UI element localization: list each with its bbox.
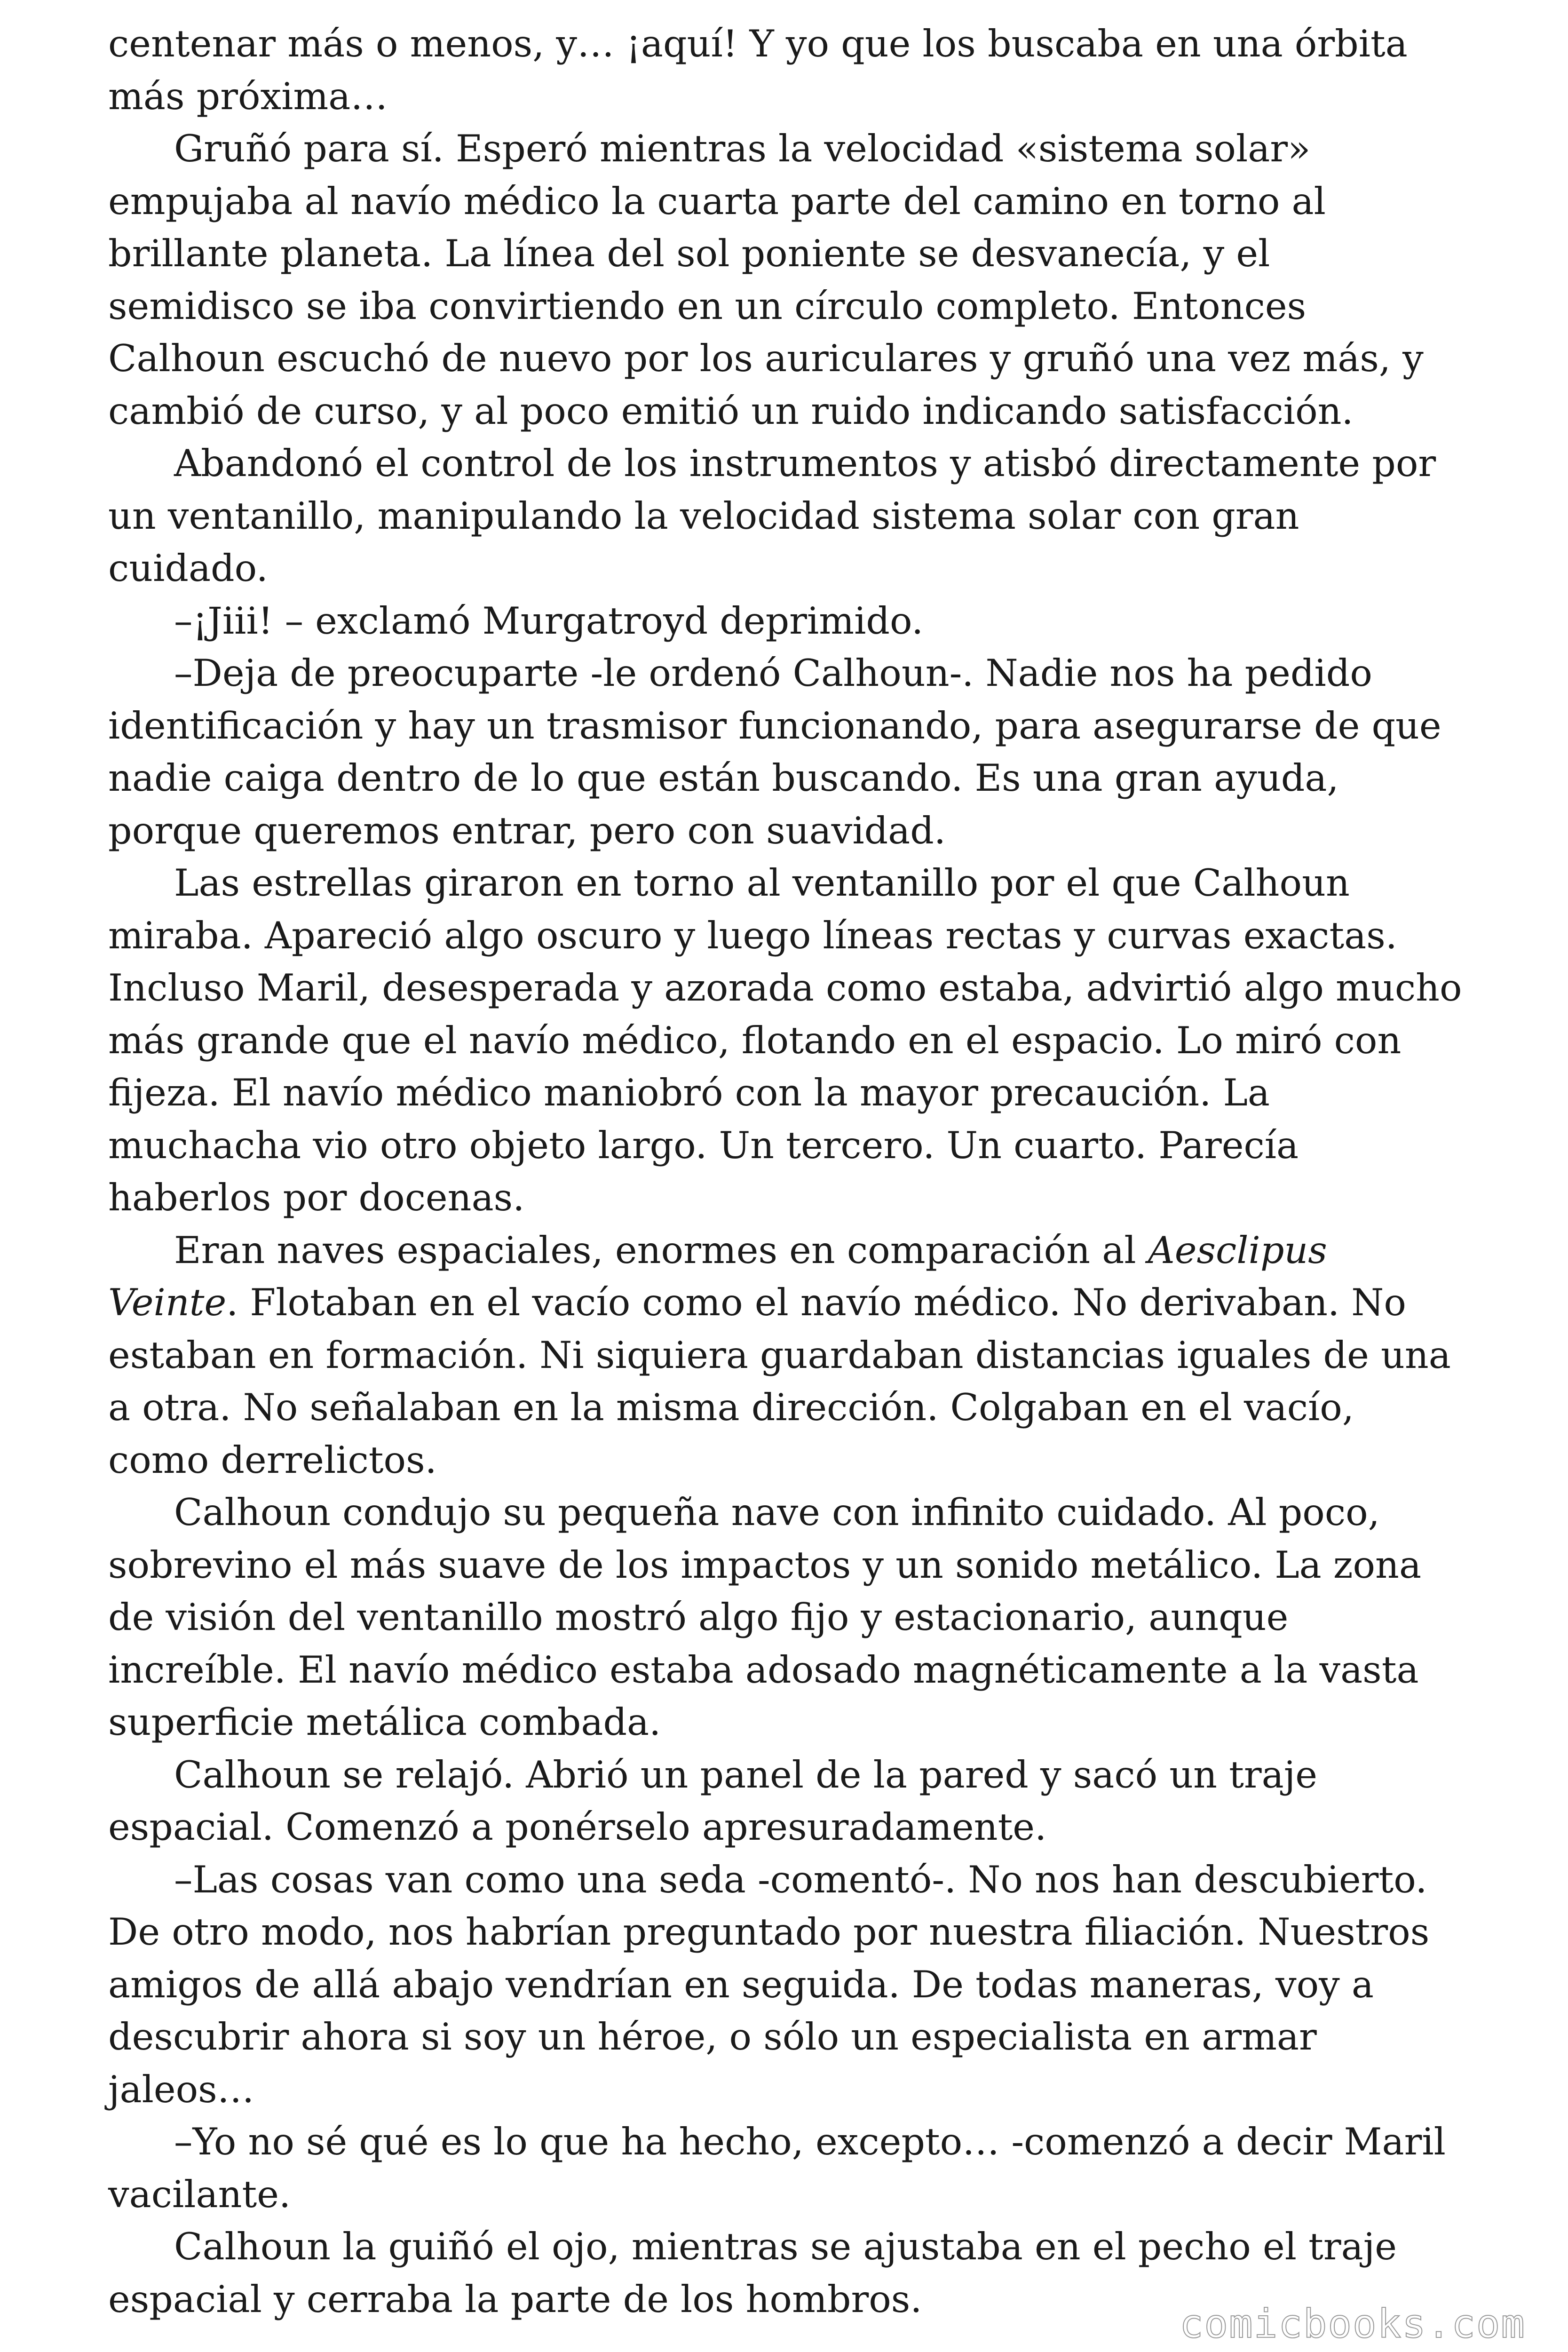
book-page-text (108, 18, 1463, 2326)
paragraph-text: –Yo no sé qué es lo que ha hecho, excepto… -comenzó a decir Maril vacilante. (108, 2120, 1446, 2216)
paragraph-text: –¡Jiii! – exclamó Murgatroyd deprimido. (174, 599, 924, 643)
paragraph-text: Calhoun condujo su pequeña nave con infinito cuidado. Al poco, sobrevino el más suave de los impactos y un sonido metálico. La zona de visión del ventanillo mostró algo fijo y estacionario, aunque increíble. El navío médico estaba adosado magnéticamente a la vasta superficie metálica combada. (108, 1491, 1422, 1744)
paragraph (108, 1749, 1463, 1854)
watermark-logo: comicbooks.com (1179, 2301, 1526, 2347)
paragraph-text: Las estrellas giraron en torno al ventanillo por el que Calhoun miraba. Apareció algo oscuro y luego líneas rectas y curvas exactas. Incluso Maril, desesperada y azorada como estaba, advirtió algo mucho más grande que el navío médico, flotando en el espacio. Lo miró con fijeza. El navío médico maniobró con la mayor precaución. La muchacha vio otro objeto largo. Un tercero. Un cuarto. Parecía haberlos por docenas. (108, 861, 1462, 1219)
paragraph-text: centenar más o menos, y… ¡aquí! Y yo que los buscaba en una órbita más próxima… (108, 22, 1408, 118)
italic-ship-name: Aesclipus Veinte (108, 1228, 1327, 1324)
paragraph-text: –Las cosas van como una seda -comentó-. No nos han descubierto. De otro modo, nos habrían preguntado por nuestra filiación. Nuestros amigos de allá abajo vendrían en seguida. De todas maneras, voy a descubrir ahora si soy un héroe, o sólo un especialista en armar jaleos… (108, 1858, 1430, 2111)
paragraph-text: Calhoun la guiñó el ojo, mientras se ajustaba en el pecho el traje espacial y cerraba la parte de los hombros. (108, 2225, 1397, 2321)
paragraph (108, 2116, 1463, 2221)
paragraph (108, 18, 1463, 123)
paragraph-text: Abandonó el control de los instrumentos y atisbó directamente por un ventanillo, manipulando la velocidad sistema solar con gran cuidado. (108, 442, 1436, 590)
paragraph-text: –Deja de preocuparte -le ordenó Calhoun-. Nadie nos ha pedido identificación y hay un trasmisor funcionando, para asegurarse de que nadie caiga dentro de lo que están buscando. Es una gran ayuda, porque queremos entrar, pero con suavidad. (108, 652, 1441, 852)
paragraph (108, 1224, 1463, 1487)
paragraph-text: Eran naves espaciales, enormes en comparación al (174, 1228, 1148, 1272)
paragraph (108, 123, 1463, 437)
paragraph (108, 595, 1463, 648)
paragraph (108, 857, 1463, 1224)
paragraph-text: Calhoun se relajó. Abrió un panel de la pared y sacó un traje espacial. Comenzó a ponérselo apresuradamente. (108, 1753, 1317, 1849)
paragraph (108, 1854, 1463, 2116)
paragraph (108, 437, 1463, 595)
paragraph-text: Gruñó para sí. Esperó mientras la velocidad «sistema solar» empujaba al navío médico la cuarta parte del camino en torno al brillante planeta. La línea del sol poniente se desvanecía, y el semidisco se iba convirtiendo en un círculo completo. Entonces Calhoun escuchó de nuevo por los auriculares y gruñó una vez más, y cambió de curso, y al poco emitió un ruido indicando satisfacción. (108, 127, 1424, 433)
paragraph (108, 647, 1463, 857)
paragraph-text: . Flotaban en el vacío como el navío médico. No derivaban. No estaban en formación. Ni siquiera guardaban distancias iguales de una a otra. No señalaban en la misma dirección. Colgaban en el vacío, como derrelictos. (108, 1281, 1451, 1482)
paragraph (108, 1486, 1463, 1749)
